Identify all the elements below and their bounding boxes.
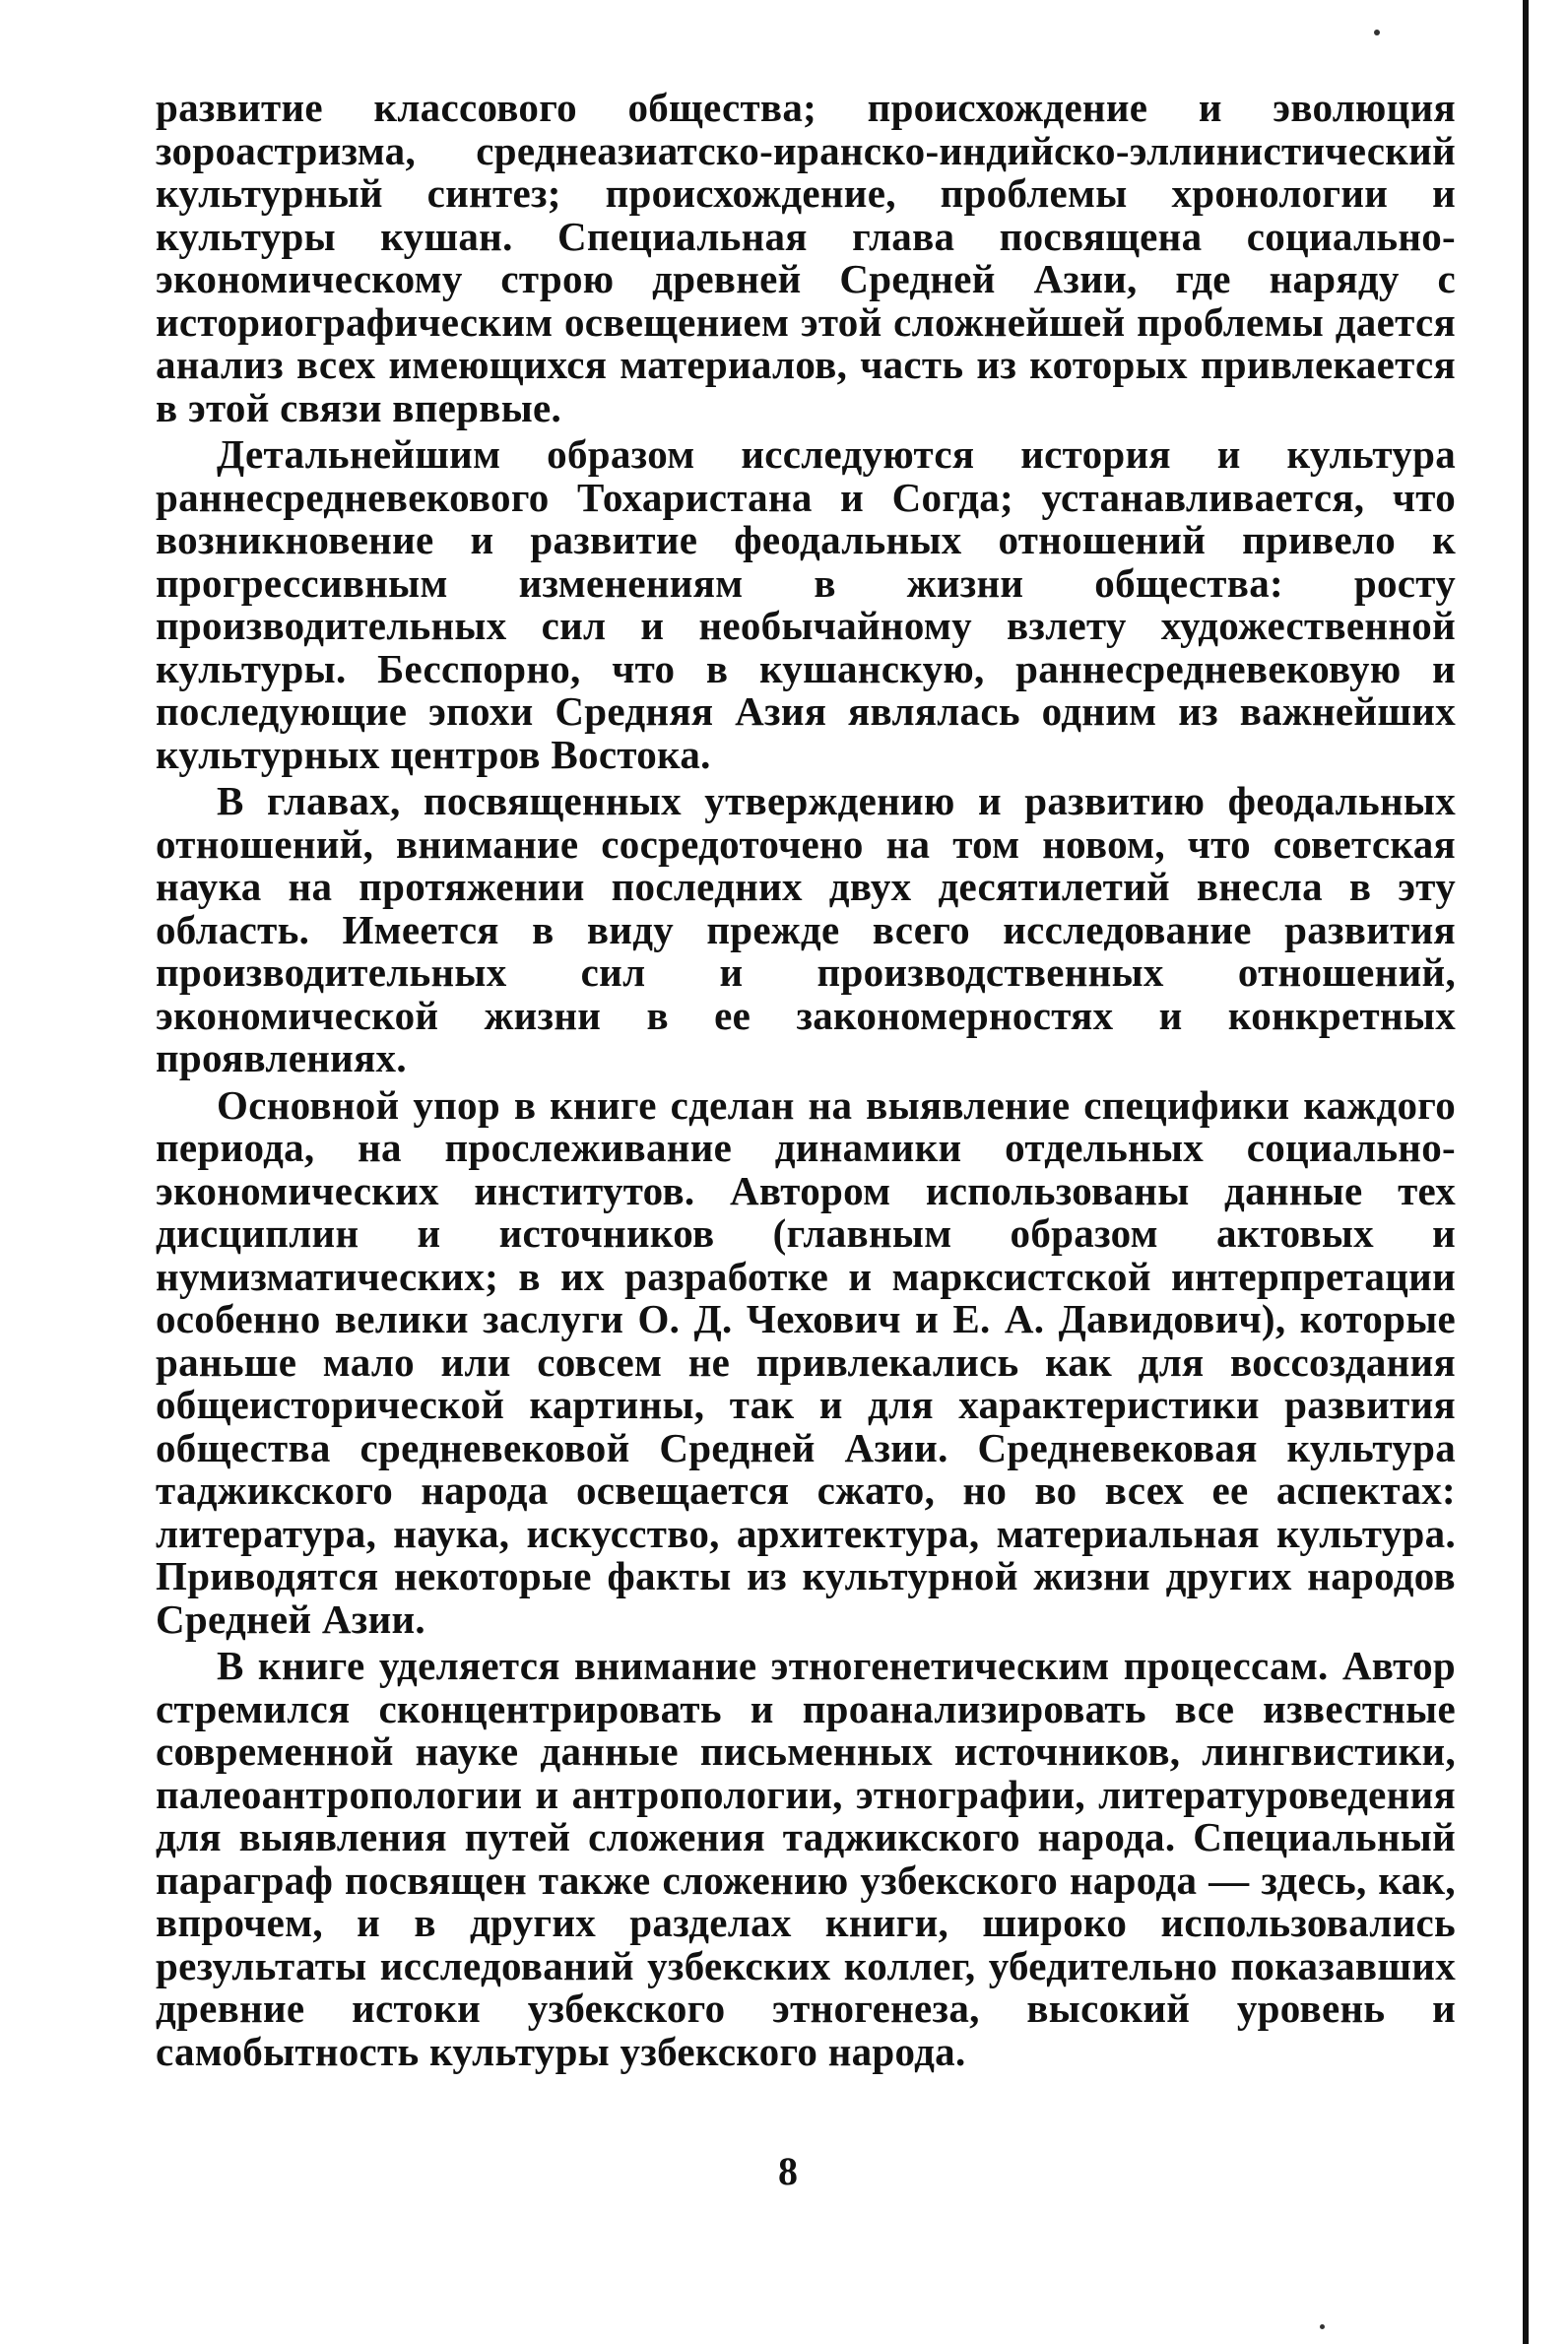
scan-speck — [1374, 30, 1380, 35]
paragraph-1: развитие классового общества; происхождение и эволюция зороастризма, среднеазиатско-иранско-индийско-эллинистический культурный синтез; происхождение, проблемы хронологии и культуры кушан. Специальная глава посвящена социально-экономическому строю древней Средней Азии, где наряду с историографическим освещением этой сложнейшей проблемы дается анализ всех имеющихся материалов, часть из которых привлекается в этой связи впервые. — [156, 85, 1456, 430]
paragraph-5: В книге уделяется внимание этногенетическим процессам. Автор стремился сконцентрировать и проанализировать все известные современной науке данные письменных источников, лингвистики, палеоантропологии и антропологии, этнографии, литературоведения для выявления путей сложения таджикского народа. Специальный параграф посвящен также сложению узбекского народа — здесь, как, впрочем, и в других разделах книги, широко использовались результаты исследований узбекских коллег, убедительно показавших древние истоки узбекского этногенеза, высокий уровень и самобытность культуры узбекского народа. — [156, 1643, 1456, 2074]
page-edge-line — [1523, 0, 1529, 2344]
paragraph-4: Основной упор в книге сделан на выявление специфики каждого периода, на прослеживание динамики отдельных социально-экономических институтов. Автором использованы данные тех дисциплин и источников (главным образом актовых и нумизматических; в их разработке и марксистской интерпретации особенно велики заслуги О. Д. Чехович и Е. А. Давидович), которые раньше мало или совсем не привлекались как для воссоздания общеисторической картины, так и для характеристики развития общества средневековой Средней Азии. Средневековая культура таджикского народа освещается сжато, но во всех ее аспектах: литература, наука, искусство, архитектура, материальная культура. Приводятся некоторые факты из культурной жизни других народов Средней Азии. — [156, 1081, 1456, 1642]
document-body — [156, 87, 1456, 2073]
paragraph-2: Детальнейшим образом исследуются история и культура раннесредневекового Тохаристана и Согда; устанавливается, что возникновение и развитие феодальных отношений привело к прогрессивным изменениям в жизни общества: росту производительных сил и необычайному взлету художественной культуры. Бесспорно, что в кушанскую, раннесредневековую и последующие эпохи Средняя Азия являлась одним из важнейших культурных центров Востока. — [156, 431, 1456, 777]
scan-speck — [1320, 2324, 1325, 2329]
page-number: 8 — [778, 2149, 798, 2193]
paragraph-3: В главах, посвященных утверждению и развитию феодальных отношений, внимание сосредоточено на том новом, что советская наука на протяжении последних двух десятилетий внесла в эту область. Имеется в виду прежде всего исследование развития производительных сил и производственных отношений, экономической жизни в ее закономерностях и конкретных проявлениях. — [156, 778, 1456, 1080]
